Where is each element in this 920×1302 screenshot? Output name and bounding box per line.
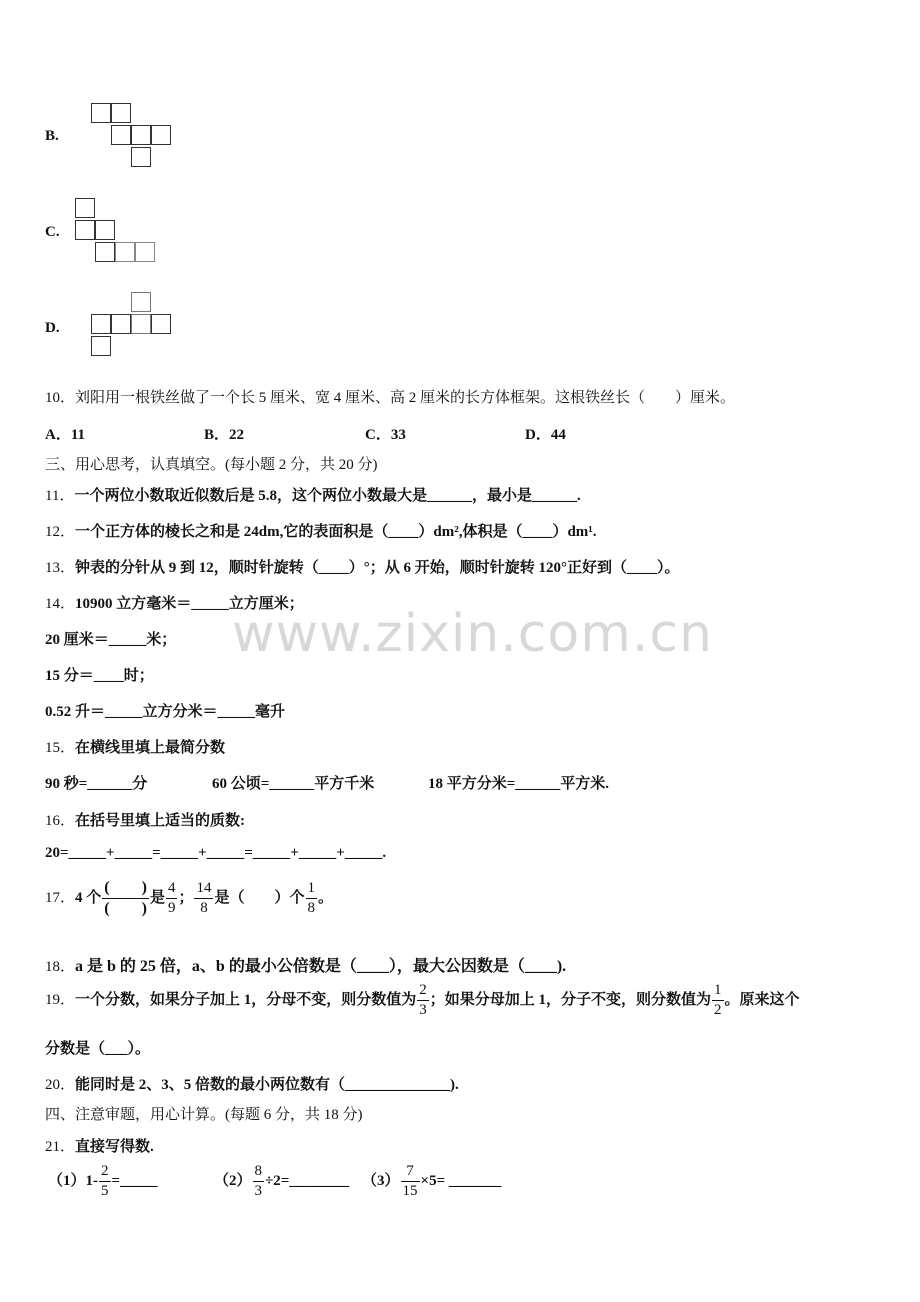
- option-c-label: C.: [45, 224, 60, 240]
- question-20: [45, 1073, 459, 1094]
- q19-part-2: ；如果分母加上 1，分子不变，则分数值为: [429, 991, 712, 1008]
- question-16: [45, 809, 245, 830]
- q21-part-3: [362, 1164, 501, 1199]
- question-21: [45, 1135, 154, 1156]
- q21-p3-label: （3）: [362, 1172, 400, 1189]
- question-number: 18．: [45, 959, 76, 975]
- question-text: 一个两位小数取近似数后是 5.8，这个两位小数最大是______，最小是______.: [74, 488, 581, 504]
- q19-fraction-2: $\frac{1}{2}$: [714, 982, 722, 1018]
- q17-blank-fraction: $\frac{( )}{( )}$: [104, 879, 147, 917]
- question-15: [45, 736, 225, 757]
- question-19: [45, 983, 800, 1018]
- q19-fraction-1: $\frac{2}{3}$: [419, 982, 427, 1018]
- q19-part-3: 。原来这个: [724, 991, 800, 1008]
- q21-p1-fraction: $\frac{2}{5}$: [101, 1163, 109, 1199]
- q21-p1-answer: =_____: [111, 1172, 158, 1189]
- question-number: 11．: [45, 488, 75, 504]
- question-number: 21．: [45, 1139, 76, 1155]
- question-12: [45, 520, 597, 541]
- q21-part-2: [214, 1164, 349, 1199]
- question-text: 一个正方体的棱长之和是 24dm,它的表面积是（____）dm²,体积是（____）dm¹.: [75, 524, 597, 540]
- q16-equation: 20=_____+_____=_____+_____=_____+_____+_____.: [45, 845, 387, 861]
- q17-count: 4 个: [75, 889, 102, 906]
- q15-part-3: 18 平方分米=______平方米.: [428, 776, 610, 792]
- q15-part-2: 60 公顷=______平方千米: [212, 776, 375, 792]
- q21-p2-label: （2）: [214, 1172, 252, 1189]
- option-b-label: B.: [45, 128, 59, 144]
- question-text: 刘阳用一根铁丝做了一个长 5 厘米、宽 4 厘米、高 2 厘米的长方体框架。这根铁丝长（ ）厘米。: [75, 390, 736, 406]
- q14-line-3: 15 分＝____时；: [45, 668, 154, 684]
- q15-part-1: 90 秒=______分: [45, 776, 148, 792]
- section-4-heading: 四、注意审题，用心计算。(每题 6 分，共 18 分): [45, 1107, 363, 1123]
- q21-p3-answer: ×5= _______: [420, 1172, 502, 1189]
- question-number: 20．: [45, 1077, 76, 1093]
- q10-option-c: C．33: [365, 427, 406, 443]
- question-10: [45, 386, 735, 407]
- q17-is: 是: [149, 889, 165, 906]
- question-17: [45, 880, 333, 917]
- q21-p2-answer: ÷2=________: [265, 1172, 350, 1189]
- question-text: 在括号里填上适当的质数:: [75, 813, 246, 829]
- question-number: 14．: [45, 596, 76, 612]
- question-text: 直接写得数.: [75, 1139, 154, 1155]
- q10-option-d: D．44: [525, 427, 566, 443]
- question-text: 钟表的分针从 9 到 12，顺时针旋转（____）°；从 6 开始，顺时针旋转 120°正好到（____）。: [75, 560, 680, 576]
- question-13: [45, 556, 680, 577]
- q10-option-a: A．11: [45, 427, 86, 443]
- q17-end: 。: [318, 889, 334, 906]
- question-number: 13．: [45, 560, 76, 576]
- q17-separator: ；: [178, 889, 194, 906]
- q14-line-1: 10900 立方毫米＝_____立方厘米；: [75, 596, 304, 612]
- question-number: 19．: [45, 991, 76, 1008]
- question-number: 17．: [45, 889, 76, 906]
- q14-line-2: 20 厘米＝_____米；: [45, 632, 177, 648]
- question-text: a 是 b 的 25 倍，a、b 的最小公倍数是（____），最大公因数是（____).: [75, 958, 567, 975]
- question-number: 10．: [45, 390, 76, 406]
- q19-line-2: 分数是（___）。: [45, 1041, 151, 1057]
- option-d-label: D.: [45, 320, 60, 336]
- q14-line-4: 0.52 升＝_____立方分米＝_____毫升: [45, 704, 286, 720]
- q10-option-b: B．22: [204, 427, 245, 443]
- watermark: www.zixin.com.cn: [232, 604, 713, 664]
- question-number: 12．: [45, 524, 76, 540]
- q17-is-count: 是（ ）个: [214, 889, 305, 906]
- question-text: 能同时是 2、3、5 倍数的最小两位数有（______________).: [75, 1077, 459, 1093]
- q17-fraction-3: $\frac{1}{8}$: [307, 880, 315, 916]
- question-14: [45, 592, 304, 613]
- question-text: 在横线里填上最简分数: [75, 740, 226, 756]
- section-3-heading: 三、用心思考，认真填空。(每小题 2 分，共 20 分): [45, 457, 378, 473]
- question-number: 16．: [45, 813, 76, 829]
- q21-p2-fraction: $\frac{8}{3}$: [254, 1163, 263, 1199]
- q17-fraction-2: $\frac{14}{8}$: [196, 880, 212, 916]
- question-11: [45, 484, 581, 505]
- question-18: [45, 953, 566, 976]
- q21-p1-label: （1）1-: [48, 1172, 98, 1189]
- question-number: 15．: [45, 740, 76, 756]
- q21-p3-fraction: $\frac{7}{15}$: [402, 1163, 418, 1199]
- q17-fraction-1: $\frac{4}{9}$: [167, 880, 176, 916]
- q21-part-1: [48, 1164, 158, 1199]
- q19-part-1: 一个分数，如果分子加上 1，分母不变，则分数值为: [75, 991, 417, 1008]
